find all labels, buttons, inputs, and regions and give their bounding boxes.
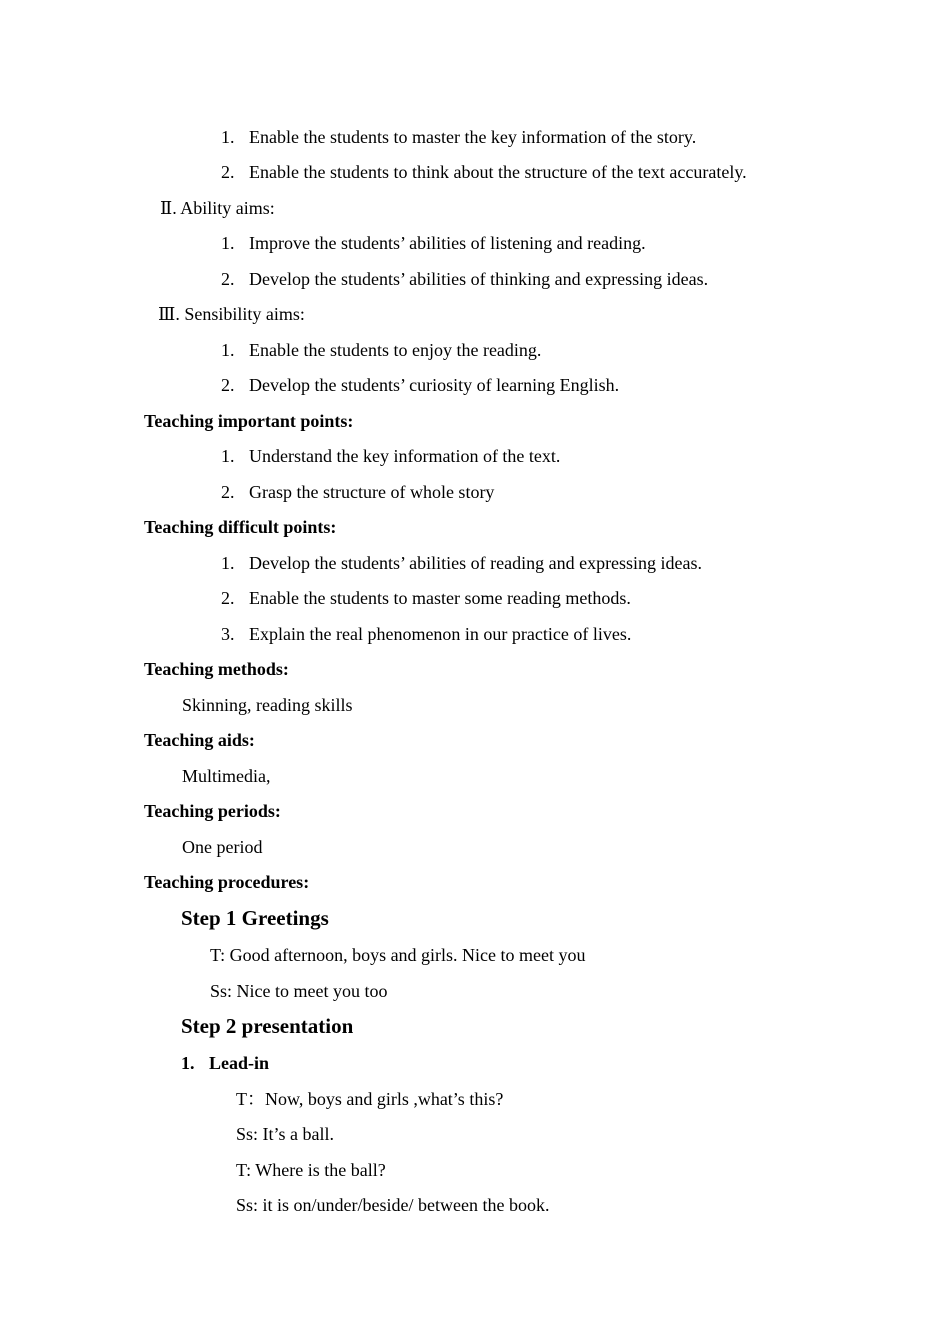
list-item <box>221 481 494 503</box>
periods-heading: Teaching periods: <box>144 801 281 821</box>
list-number: 2. <box>221 482 235 502</box>
list-item <box>221 587 631 609</box>
list-number: 1. <box>221 446 235 466</box>
list-number: 2. <box>221 375 235 395</box>
list-item <box>221 445 560 467</box>
periods-text: One period <box>182 837 263 857</box>
list-number: 1. <box>221 553 235 573</box>
list-item <box>221 126 696 148</box>
list-number: 1. <box>221 340 235 360</box>
procedures-heading: Teaching procedures: <box>144 872 310 892</box>
dialogue-line: Ss: It’s a ball. <box>236 1124 334 1144</box>
list-text: Enable the students to master some reading methods. <box>249 588 631 608</box>
dialogue-line: Ss: it is on/under/beside/ between the book. <box>236 1195 550 1215</box>
methods-heading: Teaching methods: <box>144 659 289 679</box>
list-number: 1. <box>181 1053 195 1073</box>
difficult-points-heading: Teaching difficult points: <box>144 517 337 537</box>
list-text: Enable the students to think about the structure of the text accurately. <box>249 162 747 182</box>
list-text: Develop the students’ curiosity of learning English. <box>249 375 620 395</box>
step2-title: Step 2 presentation <box>181 1014 354 1038</box>
list-item <box>221 374 619 396</box>
sensibility-aims-heading: Ⅲ. Sensibility aims: <box>158 304 305 324</box>
list-item <box>221 268 708 290</box>
dialogue-line: T: Good afternoon, boys and girls. Nice to meet you <box>210 945 586 965</box>
list-item <box>221 623 631 645</box>
important-points-heading: Teaching important points: <box>144 411 354 431</box>
list-text: Grasp the structure of whole story <box>249 482 495 502</box>
methods-text: Skinning, reading skills <box>182 695 353 715</box>
dialogue-line: Ss: Nice to meet you too <box>210 981 388 1001</box>
list-number: 2. <box>221 269 235 289</box>
list-text: Develop the students’ abilities of reading and expressing ideas. <box>249 553 703 573</box>
list-item <box>221 232 646 254</box>
dialogue-line: T: Where is the ball? <box>236 1160 386 1180</box>
step1-title: Step 1 Greetings <box>181 906 329 930</box>
lead-in-title: Lead-in <box>209 1053 270 1073</box>
list-text: Develop the students’ abilities of thinking and expressing ideas. <box>249 269 709 289</box>
list-text: Enable the students to enjoy the reading. <box>249 340 542 360</box>
list-number: 2. <box>221 162 235 182</box>
list-number: 1. <box>221 233 235 253</box>
list-number: 2. <box>221 588 235 608</box>
list-text: Understand the key information of the text. <box>249 446 561 466</box>
list-item <box>221 552 702 574</box>
list-number: 1. <box>221 127 235 147</box>
list-number: 3. <box>221 624 235 644</box>
aids-heading: Teaching aids: <box>144 730 255 750</box>
lead-in-heading <box>181 1052 269 1074</box>
list-text: Explain the real phenomenon in our practice of lives. <box>249 624 632 644</box>
aids-text: Multimedia, <box>182 766 271 786</box>
dialogue-line: T：Now, boys and girls ,what’s this? <box>236 1089 504 1109</box>
list-item <box>221 339 541 361</box>
list-text: Improve the students’ abilities of listening and reading. <box>249 233 646 253</box>
list-text: Enable the students to master the key information of the story. <box>249 127 697 147</box>
ability-aims-heading: Ⅱ. Ability aims: <box>160 198 275 218</box>
list-item <box>221 161 747 183</box>
